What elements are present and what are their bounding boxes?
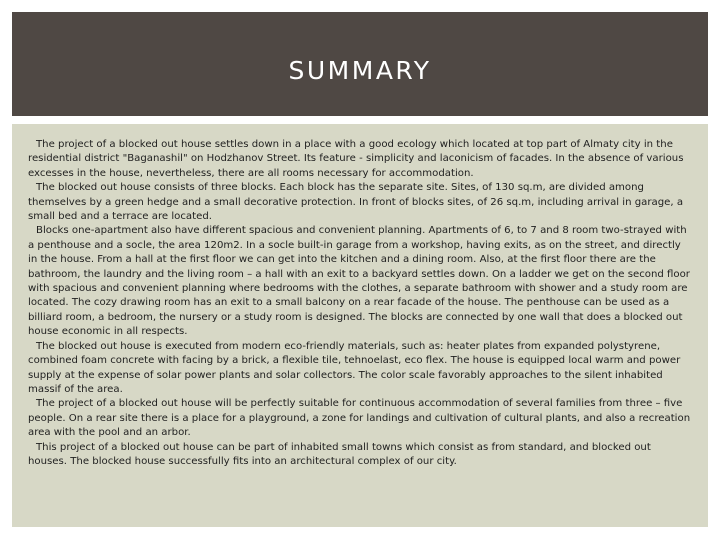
paragraph-planning: Blocks one-apartment also have different spacious and convenient planning. Apartments of 6, to 7 and 8 room two-strayed with a penthouse and a socle, the area 120m2. In a socle built-in garage from a workshop, having exits, as on the street, and directly in the house. From a hall at the first floor we can get into the kitchen and a dining room. Also, at the first floor there are the bathroom, the laundry and the living room – a hall with an exit to a backyard settles down. On a ladder we get on the second floor with spacious and convenient planning where bedrooms with the clothes, a separate bathroom with shower and a study room are located. The cozy drawing room has an exit to a small balcony on a rear facade of the house. The penthouse can be used as a billiard room, a bedroom, the nursery or a study room is designed. The blocks are connected by one wall that does a blocked out house economic in all respects.	[28, 225, 690, 338]
paragraph-towns: This project of a blocked out house can be part of inhabited small towns which consist as from standard, and blocked out houses. The blocked house successfully fits into an architectural complex of our city.	[28, 441, 651, 467]
content-panel	[12, 124, 708, 527]
paragraph-blocks: The blocked out house consists of three blocks. Each block has the separate site. Sites, of 130 sq.m, are divided among themselves by a green hedge and a small decorative protection. In front of blocks sites, of 26 sq.m, including arrival in garage, a small bed and a terrace are located.	[28, 182, 684, 223]
paragraph-materials: The blocked out house is executed from modern eco-friendly materials, such as: heater plates from expanded polystyrene, combined foam concrete with facing by a brick, a flexible tile, tehnoelast, eco flex. The house is equipped local warm and power supply at the expense of solar power plants and solar collectors. The color scale favorably approaches to the silent inhabited massif of the area.	[28, 340, 681, 395]
paragraph-families: The project of a blocked out house will be perfectly suitable for continuous accommodation of several families from three – five people. On a rear site there is a place for a playground, a zone for landings and cultivation of cultural plants, and also a recreation area with the pool and an arbor.	[28, 398, 691, 439]
slide-title: SUMMARY	[288, 55, 432, 85]
paragraph-intro: The project of a blocked out house settles down in a place with a good ecology which located at top part of Almaty city in the residential district "Baganashil" on Hodzhanov Street. Its feature - simplicity and laconicism of facades. In the absence of various excesses in the house, nevertheless, there are all rooms necessary for accommodation.	[28, 139, 684, 179]
title-bar	[12, 12, 708, 116]
